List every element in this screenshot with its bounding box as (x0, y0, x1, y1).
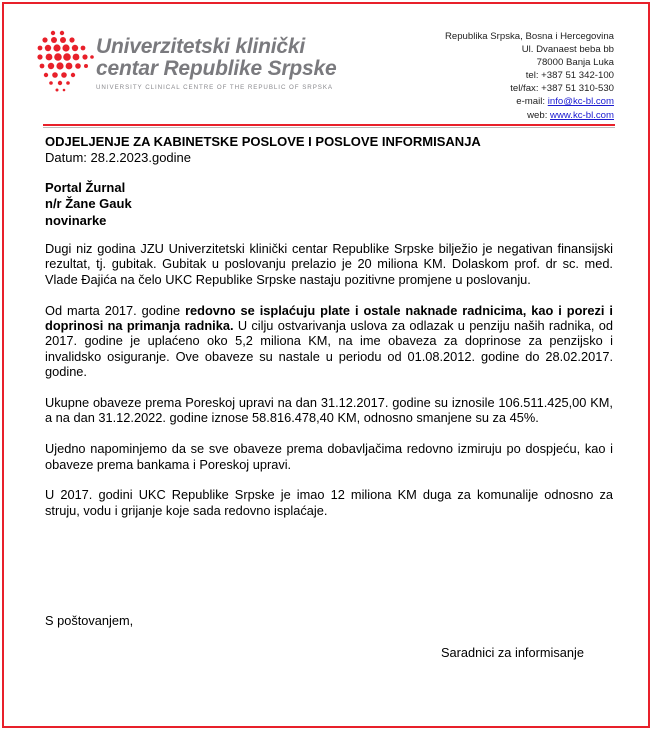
paragraph-2-end: U cilju ostvarivanja uslova za odlazak u penziju naših radnika, od 2017. godine je uplaćeno oko 5,2 miliona KM, na ime obaveza za doprinose za penzijsko i invalidsko osiguranje. Ove obaveze su nastale u periodu od 01.08.2012. godine do 28.02.2017. godine. (45, 318, 613, 380)
recipient-block (45, 180, 132, 229)
paragraph-1: Dugi niz godina JZU Univerzitetski klinički centar Republike Srpske bilježio je negativan finansijski rezultat, tj. gubitak. Gubitak u poslovanju prelazio je 20 miliona KM. Dolaskom prof. dr sc. med. Vlade Đajića na čelo UKC Republike Srpske nastaju pozitivne promjene u poslovanju. (45, 241, 613, 287)
paragraph-3: Ukupne obaveze prema Poreskoj upravi na dan 31.12.2017. godine su iznosile 106.511.425,00 KM, a na dan 31.12.2022. godine iznose 58.816.478,40 KM, odnosno smanjene su za 45%. (45, 395, 613, 426)
document-date: Datum: 28.2.2023.godine (45, 150, 191, 165)
contact-city: 78000 Banja Luka (536, 57, 614, 69)
recipient-portal: Portal Žurnal (45, 180, 126, 195)
logo-tagline: UNIVERSITY CLINICAL CENTRE OF THE REPUBLIC OF SRPSKA (96, 84, 334, 91)
paragraph-2-start: Od marta 2017. godine (45, 302, 186, 318)
logo-mark-icon (37, 30, 95, 96)
paragraph-2 (45, 303, 613, 380)
contact-phone: tel: +387 51 342-100 (525, 70, 614, 82)
contact-fax: tel/fax: +387 51 310-530 (510, 83, 614, 95)
contact-web-label: web: (527, 109, 551, 121)
paragraph-4: Ujedno napominjemo da se sve obaveze prema dobavljačima redovno izmiruju po dospjeću, kao i obaveze prema bankama i Poreskoj upravi. (45, 441, 613, 472)
contact-block (445, 30, 614, 122)
recipient-name: n/r Žane Gauk (45, 196, 132, 212)
contact-email-link[interactable]: info@kc-bl.com (547, 96, 614, 108)
department-title: ODJELJENJE ZA KABINETSKE POSLOVE I POSLOVE INFORMISANJA (45, 134, 481, 149)
contact-web-row (445, 109, 614, 122)
contact-email-label: e-mail: (516, 96, 548, 108)
contact-web-link[interactable]: www.kc-bl.com (550, 109, 614, 121)
paragraph-2-bold: redovno se isplaćuju plate i ostale naknade radnicima, kao i porezi i doprinosi na primanja radnika. (45, 302, 613, 334)
logo (37, 30, 337, 100)
logo-title-line2: centar Republike Srpske (96, 57, 337, 80)
contact-street: Ul. Dvanaest beba bb (521, 44, 614, 56)
closing-salutation: S poštovanjem, (45, 613, 134, 628)
contact-country: Republika Srpska, Bosna i Hercegovina (444, 31, 614, 42)
paragraph-5: U 2017. godini UKC Republike Srpske je imao 12 miliona KM duga za komunalije odnosno za struju, vodu i grijanje koje sada redovno isplaćaje. (45, 487, 613, 518)
contact-email-row (445, 95, 614, 108)
logo-title-line1: Univerzitetski klinički (96, 35, 305, 58)
signature: Saradnici za informisanje (441, 645, 584, 660)
letter-body (45, 241, 613, 534)
header-divider-gray (43, 127, 615, 128)
header-divider-red (43, 124, 615, 126)
recipient-role: novinarke (45, 212, 107, 228)
